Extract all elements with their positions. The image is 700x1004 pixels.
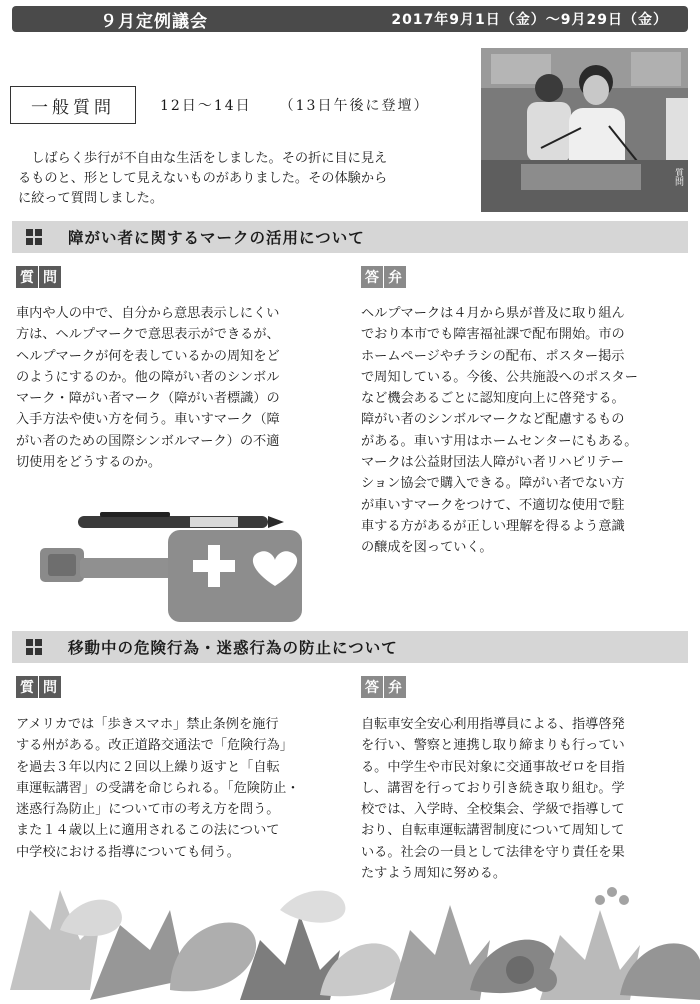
question-line: する州がある。改正道路交通法で「危険行為」 (16, 738, 293, 754)
answer-line: 自転車安全安心利用指導員による、指導啓発 (361, 717, 625, 732)
leaf-icon (320, 943, 401, 996)
answer-label-char: 答 (361, 676, 383, 698)
answer-line: 障がい者のシンボルマークなど配慮するもの (361, 412, 625, 428)
speaker-photo (481, 48, 688, 212)
answer-line: 車する方があるが正しい理解を得るよう意識 (361, 518, 625, 534)
question-line: アメリカでは「歩きスマホ」禁止条例を施行 (16, 717, 279, 732)
leaf-icon (170, 923, 256, 992)
leaf-icon (60, 900, 122, 936)
section-heading-behavior (12, 631, 688, 663)
header-bar (12, 6, 688, 32)
question-label (16, 676, 62, 698)
answer-line: の醸成を図っていく。 (361, 540, 493, 556)
schedule-days: 12日～14日 (160, 98, 252, 114)
answer-text (361, 303, 681, 559)
leaf-icon (620, 943, 700, 1000)
answer-line: る。中学生や市民対象に交通事故ゼロを目指 (361, 759, 625, 775)
question-label-char: 質 (16, 676, 38, 698)
answer-line: が車いすマークをつけて、不適切な使用で駐 (361, 497, 625, 513)
section-bullet-icon (26, 229, 42, 245)
section-title: 移動中の危険行為・迷惑行為の防止について (68, 639, 398, 657)
question-text (16, 303, 336, 473)
tag-strap (40, 548, 190, 582)
page-title: ９月定例議会 (100, 11, 208, 32)
answer-label (361, 676, 407, 698)
answer-line: たすよう周知に努める。 (361, 866, 507, 882)
section-title: 障がい者に関するマークの活用について (68, 229, 365, 247)
question-label-char: 質 (16, 266, 38, 288)
general-question-label: 一般質問 (10, 86, 136, 124)
acorn-icon (533, 968, 557, 992)
question-line: を過去３年以内に２回以上繰り返すと「自転 (16, 759, 280, 775)
question-line: がい者のための国際シンボルマーク）の不適 (16, 433, 280, 449)
answer-line: で周知している。今後、公共施設へのポスター (361, 369, 638, 385)
leaf-icon (280, 891, 345, 923)
question-line: 迷惑行為防止」について市の考え方を問う。 (16, 802, 280, 818)
answer-line: など機会あるごとに認知度向上に啓発する。 (361, 391, 625, 407)
section-heading-marks (12, 221, 688, 253)
question-line: また１４歳以上に適用されるこの法について (16, 823, 280, 839)
answer-line: いる。社会の一員として法律を守り責任を果 (361, 844, 625, 860)
answer-line: し、講習を行っており引き続き取り組む。学 (361, 780, 625, 796)
help-mark-tag-image (40, 504, 304, 624)
question-label-char: 問 (39, 676, 61, 698)
question-schedule (160, 95, 429, 115)
question-line: 中学校における指導についても伺う。 (16, 844, 240, 860)
intro-line: るものと、形として見えないものがありました。その体験から (18, 171, 388, 186)
schedule-note: （13日午後に登壇） (279, 98, 430, 114)
answer-line: がある。車いす用はホームセンターにもある。 (361, 433, 638, 449)
berry-icon (607, 887, 617, 897)
question-line: 車内や人の中で、自分から意思表示しにくい (16, 306, 280, 321)
question-text (16, 714, 336, 863)
answer-line: でおり本市でも障害福祉課で配布開始。市の (361, 327, 625, 343)
photo-caption: 質問 (673, 168, 683, 186)
question-line: 入手方法や使い方を伺う。車いすマーク（障 (16, 412, 280, 428)
question-line: ヘルプマークが何を表しているかの周知をど (16, 348, 280, 364)
question-line: 車運転講習」の受講を命じられる。「危険防止・ (16, 780, 300, 796)
answer-text (361, 714, 681, 884)
intro-line: に絞って質問しました。 (18, 191, 164, 206)
answer-label-char: 弁 (384, 266, 406, 288)
question-label-char: 問 (39, 266, 61, 288)
berry-icon (595, 895, 605, 905)
question-line: マーク・障がい者マーク（障がい者標識）の (16, 391, 280, 407)
berry-icon (619, 895, 629, 905)
section-bullet-icon (26, 639, 42, 655)
answer-line: ション協会で購入できる。障がい者でない方 (361, 476, 625, 492)
answer-label-char: 弁 (384, 676, 406, 698)
question-line: のようにするのか。他の障がい者のシンボル (16, 369, 280, 385)
answer-line: を行い、警察と連携し取り締まりも行ってい (361, 738, 625, 754)
answer-label (361, 266, 407, 288)
question-label (16, 266, 62, 288)
intro-text (18, 149, 468, 209)
answer-label-char: 答 (361, 266, 383, 288)
session-dates: 2017年9月1日（金）～9月29日（金） (391, 12, 668, 28)
answer-line: おり、自転車運転講習制度について周知して (361, 823, 625, 839)
intro-line: しばらく歩行が不自由な生活をしました。その折に目に見え (31, 151, 388, 166)
answer-line: ヘルプマークは４月から県が普及に取り組ん (361, 306, 625, 321)
acorn-icon (506, 956, 534, 984)
question-line: 切使用をどうするのか。 (16, 455, 162, 471)
question-line: 方は、ヘルプマークで意思表示ができるが、 (16, 327, 280, 343)
autumn-leaves-decoration (0, 870, 700, 1000)
pen-icon (78, 512, 284, 528)
answer-line: 校では、入学時、全校集会、学級で指導して (361, 802, 625, 818)
answer-line: ホームページやチラシの配布、ポスター掲示 (361, 348, 625, 364)
answer-line: マークは公益財団法人障がい者リハビリテー (361, 455, 625, 471)
